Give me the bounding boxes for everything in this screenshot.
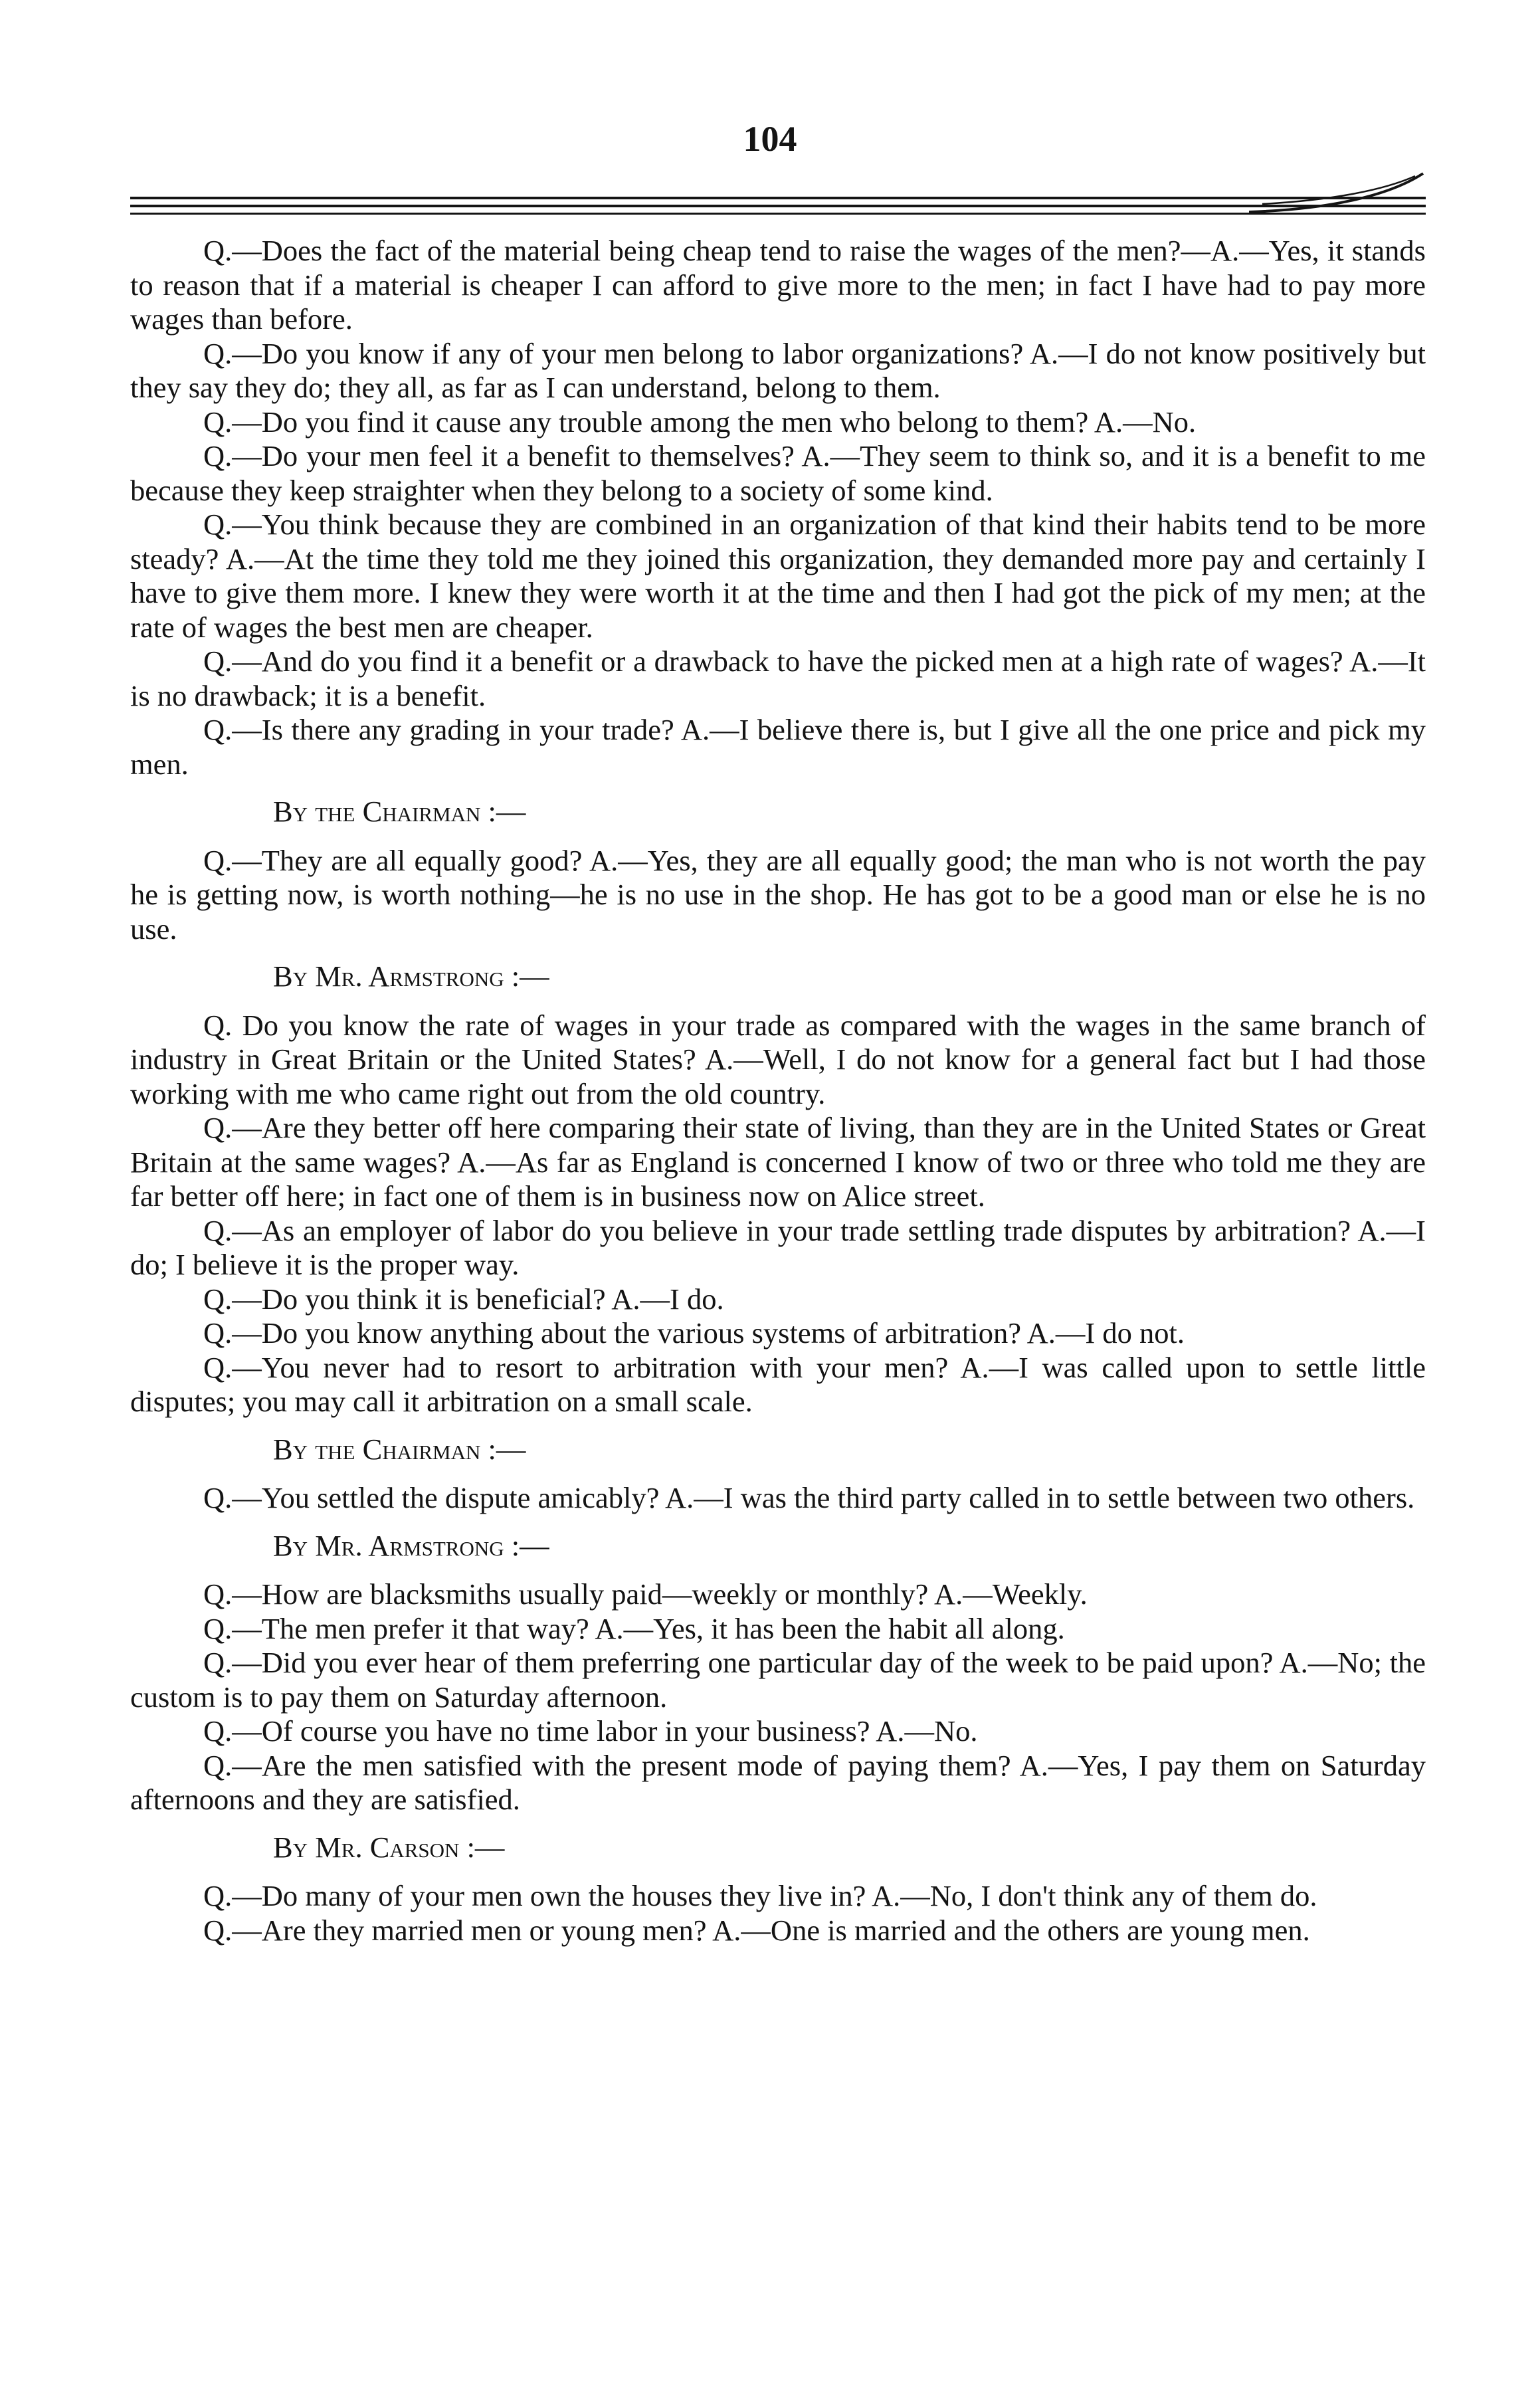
paragraph: Q.—As an employer of labor do you believe in your trade settling trade disputes by arbitration? A.—I do; I believe it is the proper way. bbox=[130, 1213, 1426, 1281]
paragraph: Q.—They are all equally good? A.—Yes, they are all equally good; the man who is not worth the pay he is getting now, is worth nothing—he is no use in the shop. He has got to be a good man or else he is no use. bbox=[130, 843, 1426, 946]
paragraph: Q.—Are they better off here comparing their state of living, than they are in the United States or Great Britain at the same wages? A.—As far as England is concerned I know of two or three who told me they are far better off here; in fact one of them is in business now on Alice street. bbox=[130, 1111, 1426, 1213]
document-body bbox=[130, 234, 1426, 1948]
paragraph: Q.—Do your men feel it a benefit to themselves? A.—They seem to think so, and it is a benefit to me because they keep straighter when they belong to a society of some kind. bbox=[130, 439, 1426, 507]
page-number: 104 bbox=[743, 119, 797, 159]
paragraph: Q.—Do you find it cause any trouble among the men who belong to them? A.—No. bbox=[203, 405, 1197, 439]
paragraph: Q.—Do you know anything about the various systems of arbitration? A.—I do not. bbox=[203, 1316, 1185, 1350]
header-rule bbox=[130, 205, 1426, 207]
paragraph: Q.—You settled the dispute amicably? A.—I was the third party called in to settle between two others. bbox=[203, 1481, 1415, 1514]
paragraph: Q.—How are blacksmiths usually paid—weekly or monthly? A.—Weekly. bbox=[203, 1577, 1088, 1611]
paragraph: Q.—Of course you have no time labor in your business? A.—No. bbox=[203, 1714, 978, 1748]
speaker-heading: By the Chairman :— bbox=[273, 795, 526, 828]
paragraph: Q.—Do many of your men own the houses they live in? A.—No, I don't think any of them do. bbox=[203, 1879, 1317, 1912]
paragraph: Q.—Do you think it is beneficial? A.—I do. bbox=[203, 1282, 724, 1316]
paragraph: Q.—The men prefer it that way? A.—Yes, it has been the habit all along. bbox=[203, 1611, 1065, 1645]
speaker-heading: By the Chairman :— bbox=[273, 1432, 526, 1466]
paragraph: Q.—And do you find it a benefit or a drawback to have the picked men at a high rate of wages? A.—It is no drawback; it is a benefit. bbox=[130, 645, 1426, 712]
paragraph: Q.—Is there any grading in your trade? A.—I believe there is, but I give all the one price and pick my men. bbox=[130, 713, 1426, 781]
paragraph: Q.—Did you ever hear of them preferring one particular day of the week to be paid upon? A.—No; the custom is to pay them on Saturday afternoon. bbox=[130, 1646, 1426, 1714]
paragraph: Q. Do you know the rate of wages in your trade as compared with the wages in the same branch of industry in Great Britain or the United States? A.—Well, I do not know for a general fact but I had those working with me who came right out from the old country. bbox=[130, 1008, 1426, 1110]
header-rule bbox=[130, 197, 1426, 199]
paragraph: Q.—You think because they are combined in an organization of that kind their habits tend to be more steady? A.—At the time they told me they joined this organization, they demanded more pay and certainly I have to give them more. I knew they were worth it at the time and then I had got the pick of my men; at the rate of wages the best men are cheaper. bbox=[130, 508, 1426, 644]
paragraph: Q.—Are they married men or young men? A.—One is married and the others are young men. bbox=[203, 1913, 1310, 1947]
paragraph: Q.—You never had to resort to arbitration with your men? A.—I was called upon to settle little disputes; you may call it arbitration on a small scale. bbox=[130, 1350, 1426, 1418]
speaker-heading: By Mr. Carson :— bbox=[273, 1830, 505, 1864]
header-rule bbox=[130, 213, 1426, 215]
paragraph: Q.—Do you know if any of your men belong to labor organizations? A.—I do not know positively but they say they do; they all, as far as I can understand, belong to them. bbox=[130, 336, 1426, 404]
paragraph: Q.—Does the fact of the material being cheap tend to raise the wages of the men?—A.—Yes, it stands to reason that if a material is cheaper I can afford to give more to the men; in fact I have had to pay more wages than before. bbox=[130, 234, 1426, 336]
speaker-heading: By Mr. Armstrong :— bbox=[273, 1528, 549, 1562]
header-rule-swash bbox=[1249, 169, 1428, 216]
paragraph: Q.—Are the men satisfied with the present mode of paying them? A.—Yes, I pay them on Saturday afternoons and they are satisfied. bbox=[130, 1748, 1426, 1816]
speaker-heading: By Mr. Armstrong :— bbox=[273, 959, 549, 993]
